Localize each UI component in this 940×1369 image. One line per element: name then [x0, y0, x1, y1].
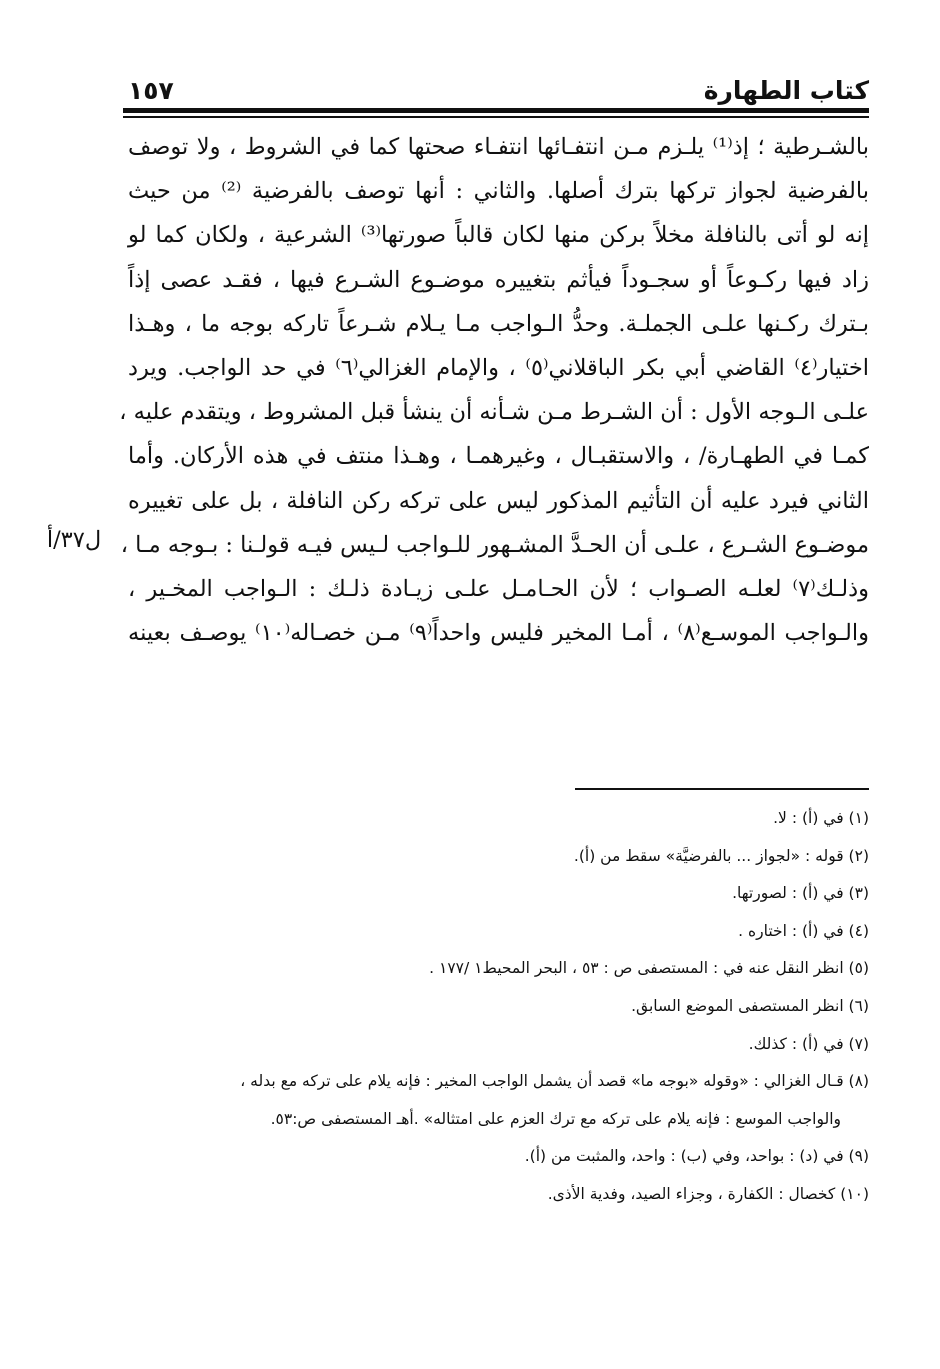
footnote: (٢) قوله : «لجواز ... بالفرضيَّة» سقط من (أ). — [573, 846, 869, 865]
footnote: (٧) في (أ) : كذلك. — [748, 1034, 869, 1053]
footnotes — [128, 800, 869, 1214]
body-line: الثاني فيرد عليه أن التأثيم المذكور ليس على تركه ركن النافلة ، بل على تغييره — [128, 487, 869, 514]
footnote: (١) في (أ) : لا. — [773, 809, 869, 827]
body-line: زاد فيها ركـوعاً أو سجـوداً فيأثم بتغييره موضـوع الشـرع فيها ، فقـد عصى إذاً — [128, 266, 869, 293]
running-title: كتاب الطهارة — [703, 76, 869, 105]
header-rule-thin — [123, 116, 869, 118]
footnote: (٥) انظر النقل عنه في : المستصفى ص : ٥٣ ، البحر المحيط١ /١٧٧ . — [429, 959, 869, 978]
body-text — [119, 125, 870, 655]
footnote: (٨) قـال الغزالي : «وقوله «بوجه ما» قصد أن يشمل الواجب المخير : فإنه يلام على تركه مع بدله ، — [240, 1072, 869, 1091]
header-rule-thick — [123, 108, 869, 113]
footnote: (١٠) كخصال : الكفارة ، وجزاء الصيد، وفدية الأذى. — [547, 1184, 869, 1203]
body-line: بالشـرطية ؛ إذ⁽¹⁾ يلـزم مـن انتفـائها انتفـاء صحتها كما في الشروط ، ولا توصف — [128, 134, 869, 160]
body-line: وذلـك⁽٧⁾ لعلـه الصـواب ؛ لأن الحـامـل علـى زيـادة ذلـك : الـواجب المخـير ، — [128, 575, 869, 602]
body-line: بالفرضية لجواز تركها بترك أصلها. والثاني : أنها توصف بالفرضية ⁽²⁾ من حيث — [128, 178, 869, 205]
body-line: إنه لو أتى بالنافلة مخلاً بركن منها لكان قالباً صورتها⁽³⁾ الشرعية ، ولكان كما لو — [128, 222, 869, 249]
footnote: (٣) في (أ) : لصورتها. — [732, 884, 869, 903]
manuscript-folio-marker: ل٣٧/أ — [46, 527, 102, 553]
footnote-continuation: والواجب الموسع : فإنه يلام على تركه مع ترك العزم على امتثاله» .أهـ المستصفى ص:٥٣. — [270, 1109, 841, 1128]
body-line: والـواجب الموسـع⁽٨⁾ ، أمـا المخير فليس واحداً⁽٩⁾ مـن خصـاله⁽١٠⁾ يوصـف بعينه — [128, 620, 870, 647]
body-line: موضـوع الشـرع ، علـى أن الحـدَّ المشـهور للـواجب لـيس فيـه قولـنا : بـوجه مـا ، — [120, 531, 869, 558]
body-line: بـترك ركـنها علـى الجملـة. وحدُّ الـواجب مـا يـلام شـرعاً تاركه بوجه ما ، وهـذا — [128, 310, 869, 337]
body-line: كمـا في الطهـارة/ ، والاستقبـال ، وغيرهمـا ، وهـذا منتف في هذه الأركان. وأما — [128, 443, 869, 470]
body-line: علـى الـوجه الأول : أن الشـرط مـن شـأنه أن ينشأ قبل المشروط ، ويتقدم عليه ، — [119, 399, 869, 426]
footnote-separator — [575, 788, 869, 790]
footnote: (٦) انظر المستصفى الموضع السابق. — [631, 996, 869, 1015]
page-header — [128, 74, 869, 108]
footnote: (٤) في (أ) : اختاره . — [738, 921, 869, 940]
footnote: (٩) في (د) : بواحد، وفي (ب) : واحد، والمثبت من (أ). — [524, 1147, 869, 1166]
page-number: ١٥٧ — [128, 76, 174, 105]
body-line: اختيار⁽٤⁾ القاضي أبي بكر الباقلاني⁽٥⁾ ، والإمام الغزالي⁽٦⁾ في حد الواجب. ويرد — [128, 354, 870, 381]
